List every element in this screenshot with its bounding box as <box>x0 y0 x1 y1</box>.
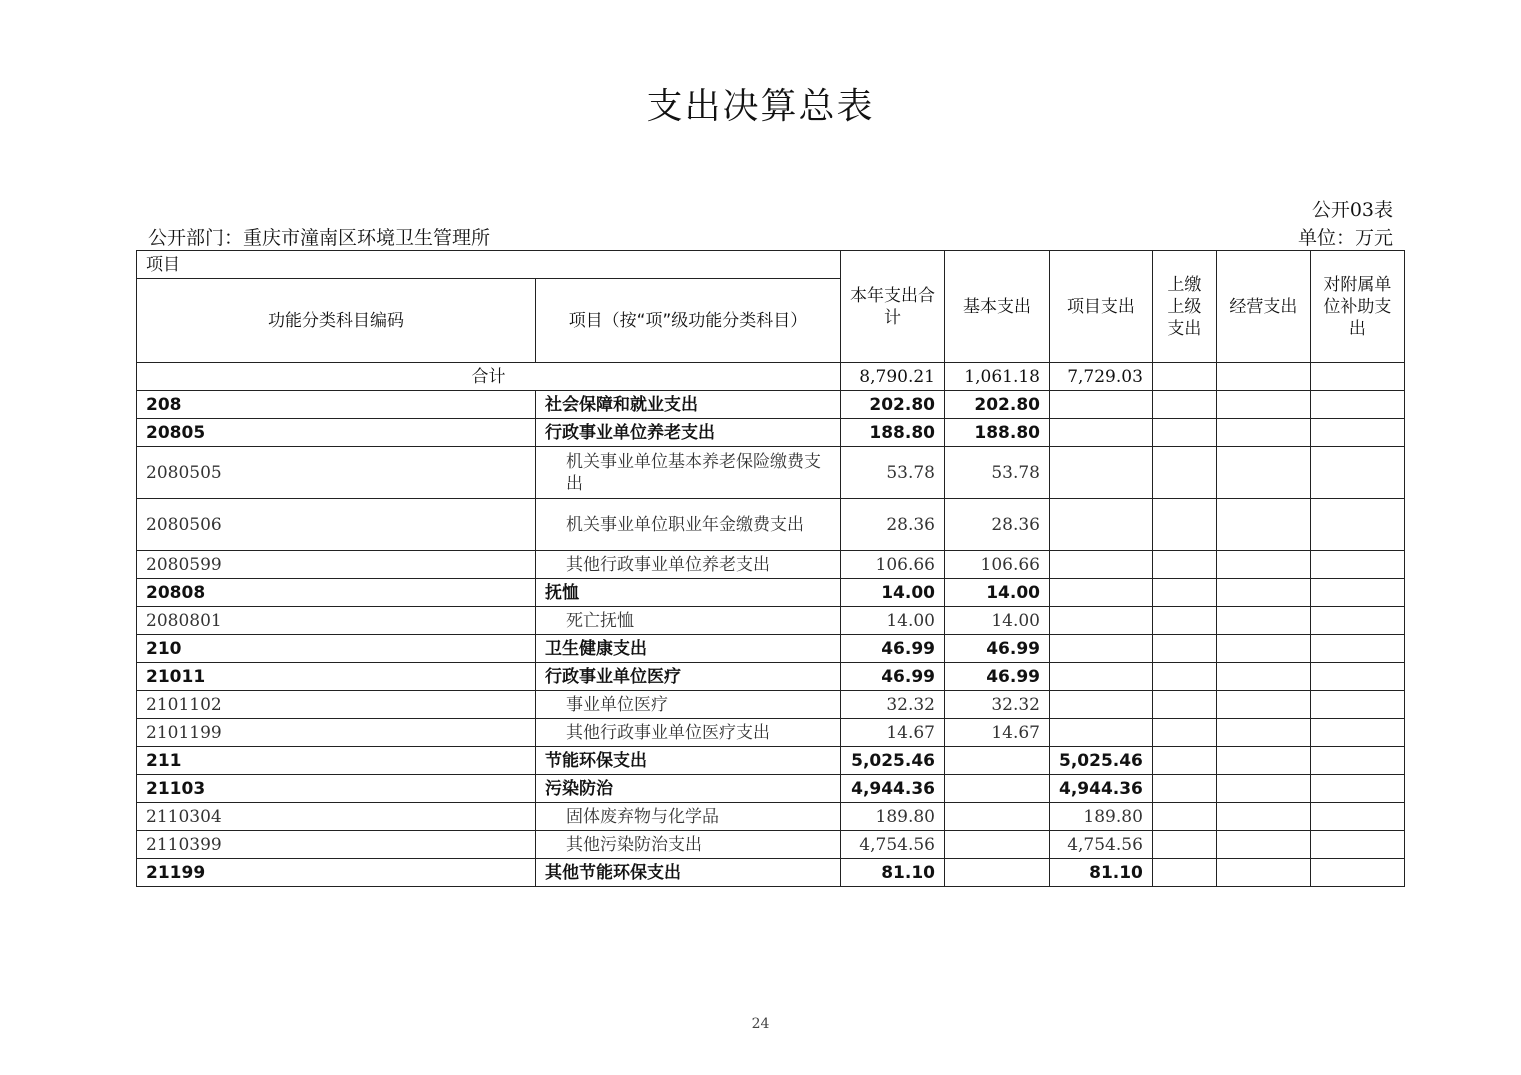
total-label: 合计 <box>137 363 841 391</box>
table-body <box>137 391 1405 887</box>
table-row <box>137 859 1405 887</box>
header-code: 功能分类科目编码 <box>137 279 536 363</box>
cell-basic <box>945 747 1050 775</box>
cell-business <box>1216 447 1310 499</box>
cell-code: 2080599 <box>137 551 536 579</box>
cell-project: 189.80 <box>1050 803 1153 831</box>
table-row <box>137 635 1405 663</box>
cell-project <box>1050 635 1153 663</box>
cell-total: 14.00 <box>841 607 945 635</box>
header-project: 项目支出 <box>1050 251 1153 363</box>
cell-subsidy <box>1310 663 1404 691</box>
cell-name: 机关事业单位职业年金缴费支出 <box>536 499 841 551</box>
cell-name: 其他行政事业单位养老支出 <box>536 551 841 579</box>
cell-basic: 46.99 <box>945 635 1050 663</box>
total-total: 8,790.21 <box>841 363 945 391</box>
cell-remit <box>1152 691 1216 719</box>
total-business <box>1216 363 1310 391</box>
cell-subsidy <box>1310 419 1404 447</box>
cell-code: 2080505 <box>137 447 536 499</box>
cell-subsidy <box>1310 719 1404 747</box>
cell-subsidy <box>1310 775 1404 803</box>
cell-business <box>1216 663 1310 691</box>
form-number: 公开03表 <box>1311 199 1393 221</box>
cell-code: 2080801 <box>137 607 536 635</box>
cell-total: 14.00 <box>841 579 945 607</box>
header-business: 经营支出 <box>1216 251 1310 363</box>
cell-business <box>1216 635 1310 663</box>
table-row <box>137 391 1405 419</box>
unit-label: 单位：万元 <box>1297 227 1393 249</box>
cell-code: 21103 <box>137 775 536 803</box>
cell-subsidy <box>1310 447 1404 499</box>
cell-business <box>1216 691 1310 719</box>
cell-business <box>1216 859 1310 887</box>
cell-name: 其他节能环保支出 <box>536 859 841 887</box>
table-row <box>137 775 1405 803</box>
cell-basic: 14.00 <box>945 607 1050 635</box>
table-header <box>137 251 1405 391</box>
cell-basic: 106.66 <box>945 551 1050 579</box>
cell-total: 202.80 <box>841 391 945 419</box>
cell-project <box>1050 663 1153 691</box>
cell-basic: 28.36 <box>945 499 1050 551</box>
cell-total: 14.67 <box>841 719 945 747</box>
total-project: 7,729.03 <box>1050 363 1153 391</box>
cell-total: 81.10 <box>841 859 945 887</box>
total-subsidy <box>1310 363 1404 391</box>
cell-subsidy <box>1310 607 1404 635</box>
cell-subsidy <box>1310 579 1404 607</box>
cell-basic: 53.78 <box>945 447 1050 499</box>
cell-project: 5,025.46 <box>1050 747 1153 775</box>
cell-subsidy <box>1310 831 1404 859</box>
cell-name: 事业单位医疗 <box>536 691 841 719</box>
department-label: 公开部门：重庆市潼南区环境卫生管理所 <box>148 227 491 249</box>
cell-subsidy <box>1310 499 1404 551</box>
cell-remit <box>1152 663 1216 691</box>
total-basic: 1,061.18 <box>945 363 1050 391</box>
cell-subsidy <box>1310 691 1404 719</box>
cell-business <box>1216 775 1310 803</box>
cell-project <box>1050 579 1153 607</box>
cell-basic: 188.80 <box>945 419 1050 447</box>
cell-basic: 14.00 <box>945 579 1050 607</box>
cell-name: 行政事业单位医疗 <box>536 663 841 691</box>
cell-total: 188.80 <box>841 419 945 447</box>
cell-total: 28.36 <box>841 499 945 551</box>
header-basic: 基本支出 <box>945 251 1050 363</box>
cell-project <box>1050 447 1153 499</box>
cell-remit <box>1152 607 1216 635</box>
cell-total: 46.99 <box>841 663 945 691</box>
cell-basic <box>945 775 1050 803</box>
total-row <box>137 363 1405 391</box>
cell-project <box>1050 691 1153 719</box>
cell-remit <box>1152 803 1216 831</box>
cell-total: 4,754.56 <box>841 831 945 859</box>
cell-business <box>1216 719 1310 747</box>
cell-name: 卫生健康支出 <box>536 635 841 663</box>
cell-subsidy <box>1310 551 1404 579</box>
cell-code: 20805 <box>137 419 536 447</box>
cell-total: 5,025.46 <box>841 747 945 775</box>
cell-total: 46.99 <box>841 635 945 663</box>
cell-business <box>1216 499 1310 551</box>
table-row <box>137 447 1405 499</box>
table-row <box>137 831 1405 859</box>
cell-basic <box>945 803 1050 831</box>
cell-total: 53.78 <box>841 447 945 499</box>
cell-code: 21199 <box>137 859 536 887</box>
cell-code: 2101199 <box>137 719 536 747</box>
cell-remit <box>1152 831 1216 859</box>
cell-project <box>1050 719 1153 747</box>
cell-remit <box>1152 551 1216 579</box>
cell-subsidy <box>1310 747 1404 775</box>
cell-name: 机关事业单位基本养老保险缴费支出 <box>536 447 841 499</box>
cell-business <box>1216 607 1310 635</box>
cell-name: 社会保障和就业支出 <box>536 391 841 419</box>
table-row <box>137 719 1405 747</box>
cell-name: 节能环保支出 <box>536 747 841 775</box>
cell-remit <box>1152 719 1216 747</box>
table-row <box>137 663 1405 691</box>
table-row <box>137 551 1405 579</box>
cell-subsidy <box>1310 803 1404 831</box>
cell-remit <box>1152 775 1216 803</box>
table-row <box>137 579 1405 607</box>
cell-remit <box>1152 635 1216 663</box>
cell-code: 2080506 <box>137 499 536 551</box>
cell-project <box>1050 499 1153 551</box>
cell-remit <box>1152 579 1216 607</box>
cell-basic: 202.80 <box>945 391 1050 419</box>
table-row <box>137 607 1405 635</box>
cell-business <box>1216 579 1310 607</box>
cell-business <box>1216 391 1310 419</box>
cell-basic <box>945 859 1050 887</box>
cell-basic: 14.67 <box>945 719 1050 747</box>
cell-code: 2110399 <box>137 831 536 859</box>
cell-total: 32.32 <box>841 691 945 719</box>
cell-business <box>1216 803 1310 831</box>
cell-remit <box>1152 499 1216 551</box>
cell-name: 其他污染防治支出 <box>536 831 841 859</box>
cell-name: 抚恤 <box>536 579 841 607</box>
cell-basic: 32.32 <box>945 691 1050 719</box>
cell-code: 208 <box>137 391 536 419</box>
header-remit: 上缴上级支出 <box>1152 251 1216 363</box>
cell-business <box>1216 747 1310 775</box>
cell-project <box>1050 391 1153 419</box>
cell-project: 4,944.36 <box>1050 775 1153 803</box>
header-total: 本年支出合计 <box>841 251 945 363</box>
cell-business <box>1216 831 1310 859</box>
cell-business <box>1216 419 1310 447</box>
page-number: 24 <box>751 1016 770 1032</box>
page-title: 支出决算总表 <box>646 86 875 127</box>
header-item: 项目 <box>137 251 841 279</box>
cell-name: 死亡抚恤 <box>536 607 841 635</box>
cell-code: 210 <box>137 635 536 663</box>
cell-remit <box>1152 747 1216 775</box>
table-row <box>137 747 1405 775</box>
cell-code: 21011 <box>137 663 536 691</box>
cell-business <box>1216 551 1310 579</box>
cell-basic <box>945 831 1050 859</box>
cell-remit <box>1152 419 1216 447</box>
cell-project <box>1050 419 1153 447</box>
total-remit <box>1152 363 1216 391</box>
cell-code: 20808 <box>137 579 536 607</box>
table-row <box>137 419 1405 447</box>
cell-code: 211 <box>137 747 536 775</box>
cell-project <box>1050 607 1153 635</box>
table-row <box>137 803 1405 831</box>
cell-name: 污染防治 <box>536 775 841 803</box>
cell-subsidy <box>1310 859 1404 887</box>
cell-name: 行政事业单位养老支出 <box>536 419 841 447</box>
cell-name: 其他行政事业单位医疗支出 <box>536 719 841 747</box>
cell-project: 81.10 <box>1050 859 1153 887</box>
table-row <box>137 499 1405 551</box>
header-subsidy: 对附属单位补助支出 <box>1310 251 1404 363</box>
cell-subsidy <box>1310 391 1404 419</box>
cell-project <box>1050 551 1153 579</box>
expenditure-table <box>136 250 1405 887</box>
cell-total: 4,944.36 <box>841 775 945 803</box>
cell-remit <box>1152 447 1216 499</box>
cell-remit <box>1152 391 1216 419</box>
header-name: 项目（按“项”级功能分类科目） <box>536 279 841 363</box>
cell-total: 189.80 <box>841 803 945 831</box>
cell-code: 2101102 <box>137 691 536 719</box>
table-row <box>137 691 1405 719</box>
cell-subsidy <box>1310 635 1404 663</box>
cell-name: 固体废弃物与化学品 <box>536 803 841 831</box>
cell-project: 4,754.56 <box>1050 831 1153 859</box>
cell-basic: 46.99 <box>945 663 1050 691</box>
cell-code: 2110304 <box>137 803 536 831</box>
cell-total: 106.66 <box>841 551 945 579</box>
cell-remit <box>1152 859 1216 887</box>
